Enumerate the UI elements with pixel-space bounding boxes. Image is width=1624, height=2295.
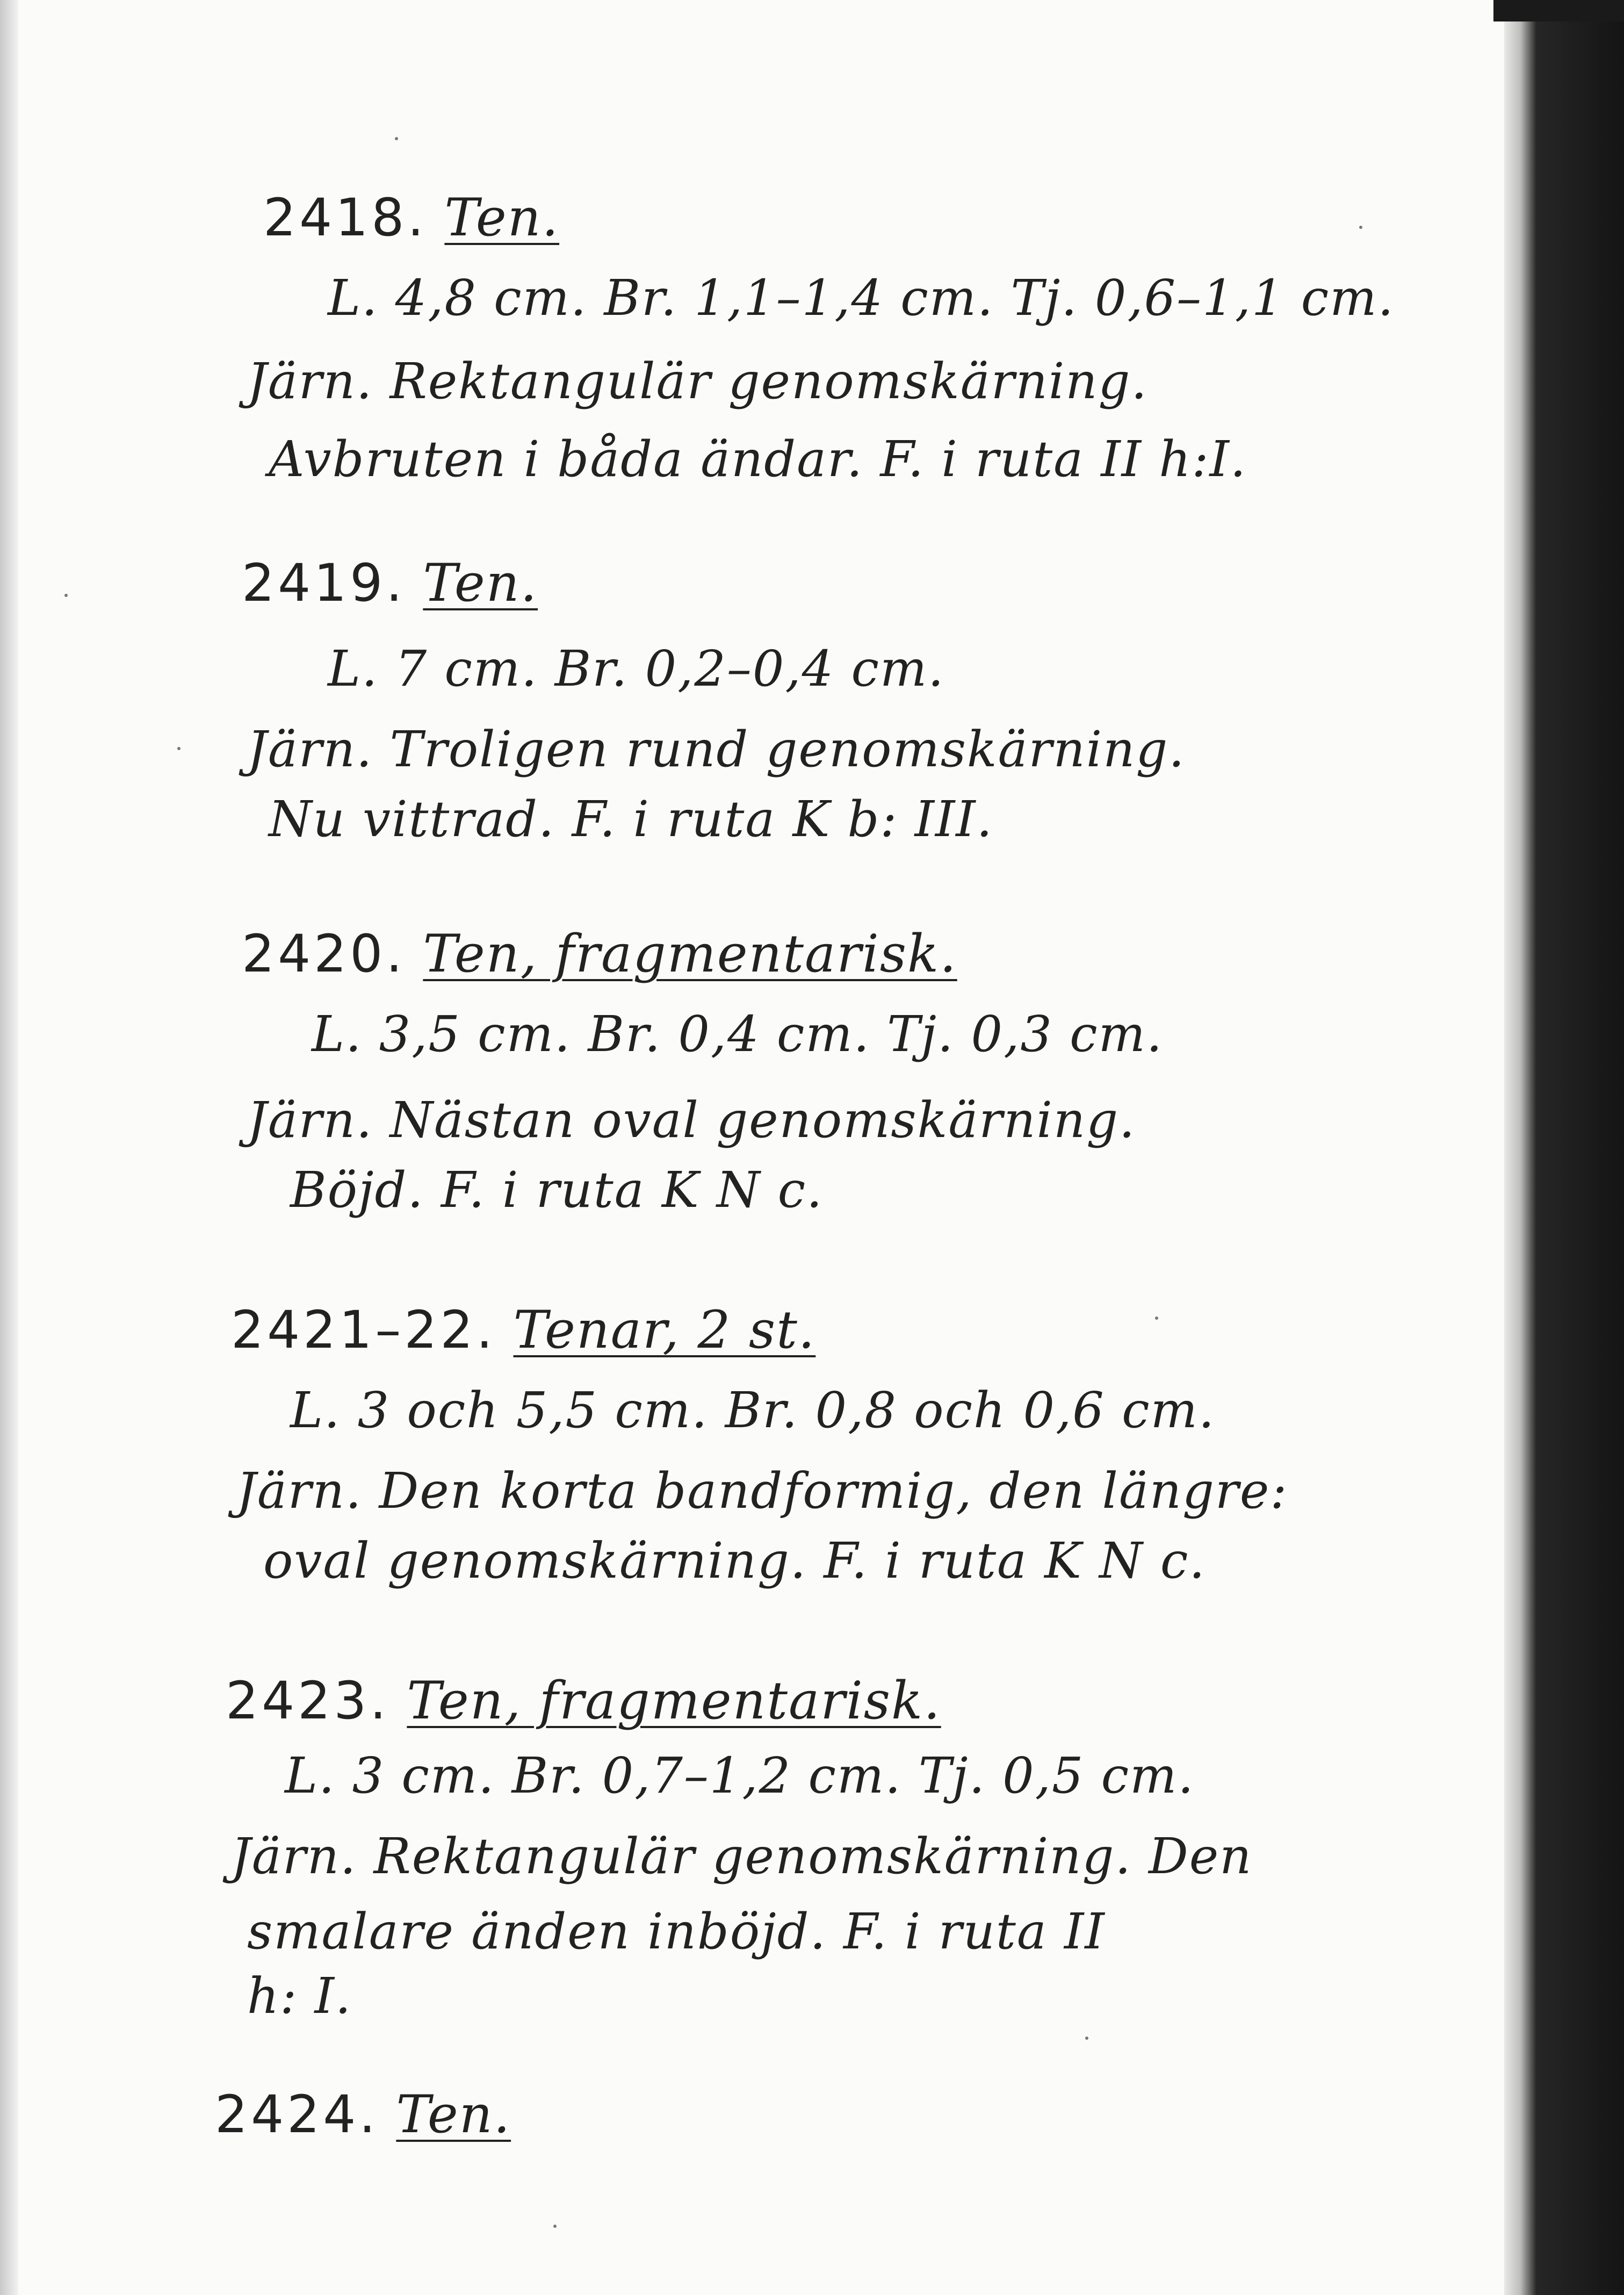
entry-heading xyxy=(263,188,559,247)
entry-line: L. 3 cm. Br. 0,7–1,2 cm. Tj. 0,5 cm. xyxy=(285,1747,1195,1804)
entry-number: 2419. xyxy=(242,553,406,613)
binding-gutter xyxy=(1504,0,1624,2295)
entry-title: Ten. xyxy=(396,2084,511,2145)
entry-heading xyxy=(215,2085,511,2144)
scan-speck xyxy=(553,2225,557,2228)
entry-line: Järn. Den korta bandformig, den längre: xyxy=(236,1462,1288,1520)
entry-line: oval genomskärning. F. i ruta K N c. xyxy=(263,1532,1206,1589)
entry-title: Ten. xyxy=(444,188,560,248)
entry-number: 2423. xyxy=(226,1671,389,1731)
entry-line: Järn. Rektangulär genomskärning. Den xyxy=(231,1828,1253,1885)
entry-line: L. 3,5 cm. Br. 0,4 cm. Tj. 0,3 cm. xyxy=(312,1005,1164,1063)
scan-speck xyxy=(64,594,68,597)
entry-line: Avbruten i båda ändar. F. i ruta II h:I. xyxy=(269,430,1247,488)
entry-title: Ten, fragmentarisk. xyxy=(423,924,957,984)
binding-corner xyxy=(1493,0,1624,21)
scan-speck xyxy=(1155,1316,1158,1320)
entry-line: smalare änden inböjd. F. i ruta II xyxy=(247,1903,1106,1960)
entry-number: 2420. xyxy=(242,924,406,984)
entry-heading xyxy=(226,1671,941,1730)
scan-speck xyxy=(1085,2037,1088,2040)
scan-speck xyxy=(1359,226,1362,229)
entry-line: Nu vittrad. F. i ruta K b: III. xyxy=(269,790,993,848)
entry-line: h: I. xyxy=(247,1967,352,2025)
entry-heading xyxy=(242,553,538,613)
entry-title: Ten. xyxy=(423,553,538,613)
entry-number: 2421–22. xyxy=(231,1300,496,1360)
entry-number: 2424. xyxy=(215,2084,379,2145)
entry-heading xyxy=(231,1300,815,1359)
entry-line: Böjd. F. i ruta K N c. xyxy=(290,1161,824,1219)
scan-speck xyxy=(395,137,398,140)
entry-heading xyxy=(242,924,957,983)
entry-line: Järn. Rektangulär genomskärning. xyxy=(247,352,1148,410)
entry-line: Järn. Nästan oval genomskärning. xyxy=(247,1091,1136,1149)
entry-line: Järn. Troligen rund genomskärning. xyxy=(247,721,1186,778)
entry-line: L. 3 och 5,5 cm. Br. 0,8 och 0,6 cm. xyxy=(290,1382,1216,1439)
entry-title: Tenar, 2 st. xyxy=(513,1300,816,1360)
scan-speck xyxy=(177,747,181,750)
entry-title: Ten, fragmentarisk. xyxy=(407,1671,941,1731)
entry-line: L. 7 cm. Br. 0,2–0,4 cm. xyxy=(328,640,945,697)
entry-number: 2418. xyxy=(263,188,427,248)
entry-line: L. 4,8 cm. Br. 1,1–1,4 cm. Tj. 0,6–1,1 cm. xyxy=(328,269,1395,327)
